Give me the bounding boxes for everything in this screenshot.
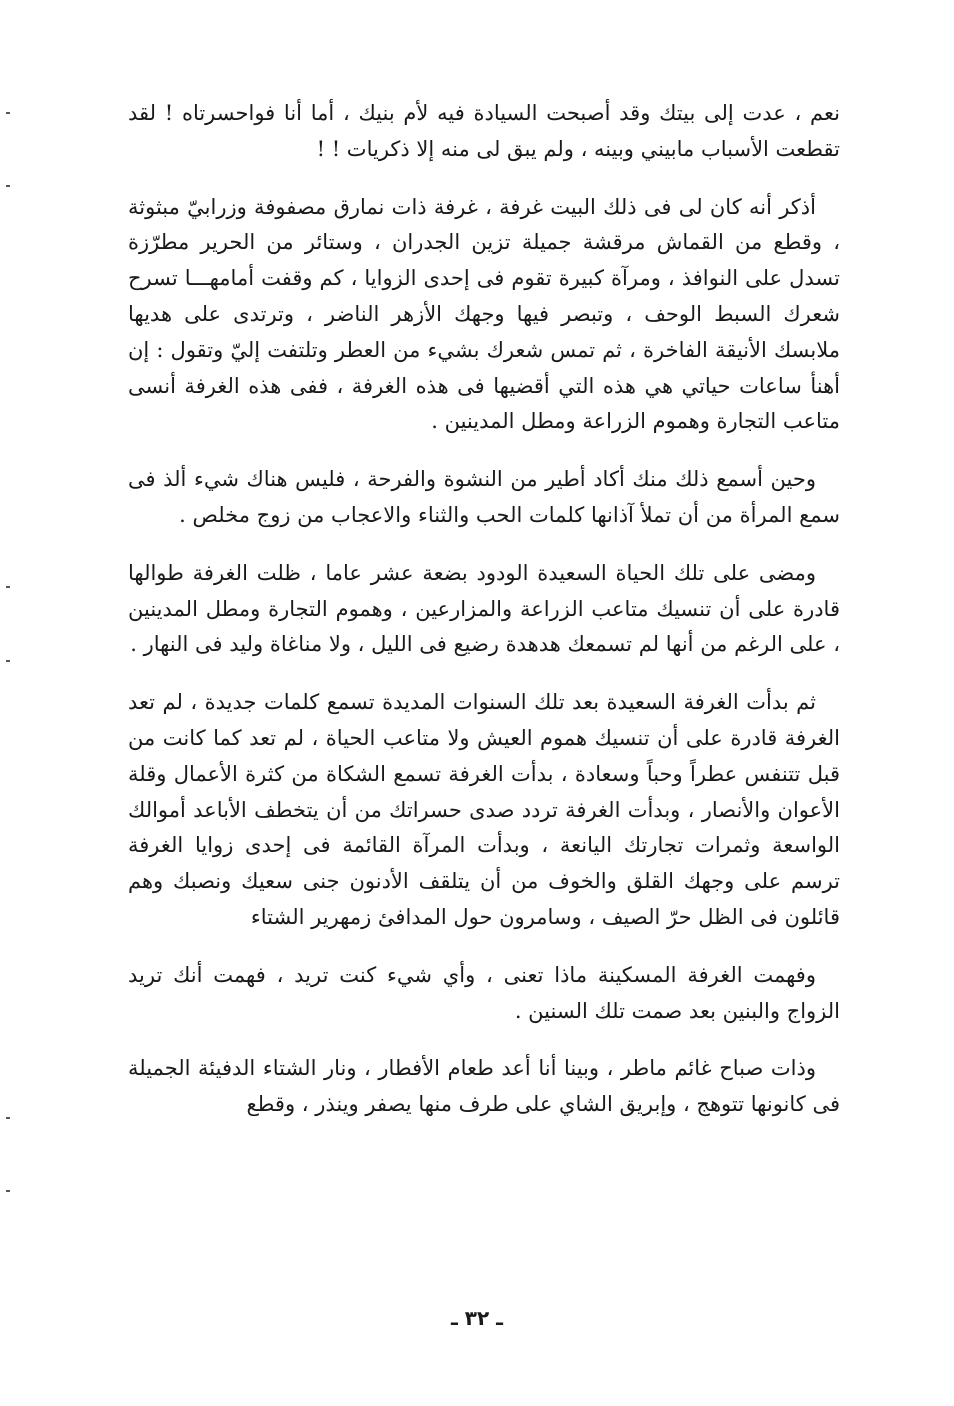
- paragraph: وفهمت الغرفة المسكينة ماذا تعنى ، وأي شيء كنت تريد ، فهمت أنك تريد الزواج والبنين بعد صمت تلك السنين .: [128, 962, 840, 1023]
- scan-margin-mark: [6, 185, 10, 187]
- paragraph: ومضى على تلك الحياة السعيدة الودود بضعة عشر عاما ، ظلت الغرفة طوالها قادرة على أن تنسيك متاعب الزراعة والمزارعين ، وهموم التجارة ومطل المدينين ، على الرغم من أنها لم تسمعك هدهدة رضيع فى الليل ، ولا مناغاة وليد فى النهار .: [128, 560, 840, 657]
- paragraph: وحين أسمع ذلك منك أكاد أطير من النشوة والفرحة ، فليس هناك شيء ألذ فى سمع المرأة من أن تملأ آذانها كلمات الحب والثناء والاعجاب من زوج مخلص .: [128, 467, 840, 527]
- page-number: ـ ٣٢ ـ: [450, 1306, 504, 1330]
- paragraph: ثم بدأت الغرفة السعيدة بعد تلك السنوات المديدة تسمع كلمات جديدة ، لم تعد الغرفة قادرة على أن تنسيك هموم العيش ولا متاعب الحياة ، لم تعد كما كانت من قبل تتنفس عطراً وحباً وسعادة ، بدأت الغرفة تسمع الشكاة من كثرة الأعمال وقلة الأعوان والأنصار ، وبدأت الغرفة تردد صدى حسراتك من أن يتخطف الأباعد أموالك الواسعة وثمرات تجارتك اليانعة ، وبدأت المرآة القائمة فى إحدى زوايا الغرفة ترسم على وجهك القلق والخوف من أن يتلقف الأدنون جنى سعيك ونصبك وهم قائلون فى الظل حرّ الصيف ، وسامرون حول المدافئ زمهرير الشتاء: [128, 690, 840, 929]
- scan-margin-mark: [6, 1117, 10, 1119]
- scan-margin-mark: [6, 586, 10, 588]
- body-text: [128, 96, 840, 1145]
- scan-margin-mark: [6, 1190, 10, 1192]
- paragraph: نعم ، عدت إلى بيتك وقد أصبحت السيادة فيه لأم بنيك ، أما أنا فواحسرتاه ! لقد تقطعت الأسباب مابيني وبينه ، ولم يبق لى منه إلا ذكريات ! !: [128, 101, 840, 161]
- scan-margin-mark: [6, 660, 10, 662]
- paragraph: وذات صباح غائم ماطر ، وبينا أنا أعد طعام الأفطار ، ونار الشتاء الدفيئة الجميلة فى كانونها تتوهج ، وإبريق الشاي على طرف منها يصفر وينذر ، وقطع: [128, 1056, 840, 1117]
- scan-margin-mark: [6, 112, 10, 114]
- paragraph: أذكر أنه كان لى فى ذلك البيت غرفة ، غرفة ذات نمارق مصفوفة وزرابيّ مبثوثة ، وقطع من القماش مرقشة جميلة تزين الجدران ، وستائر من الحرير مطرّزة تسدل على النوافذ ، ومرآة كبيرة تقوم فى إحدى الزوايا ، كم وقفت أمامهـــا تسرح شعرك السبط الوحف ، وتبصر فيها وجهك الأزهر الناضر ، وترتدى على هديها ملابسك الأنيقة الفاخرة ، ثم تمس شعرك بشيء من العطر وتلتفت إليّ وتقول : إن أهنأ ساعات حياتي هي هذه التي أقضيها فى هذه الغرفة ، ففى هذه الغرفة أنسى متاعب التجارة وهموم الزراعة ومطل المدينين .: [128, 194, 840, 434]
